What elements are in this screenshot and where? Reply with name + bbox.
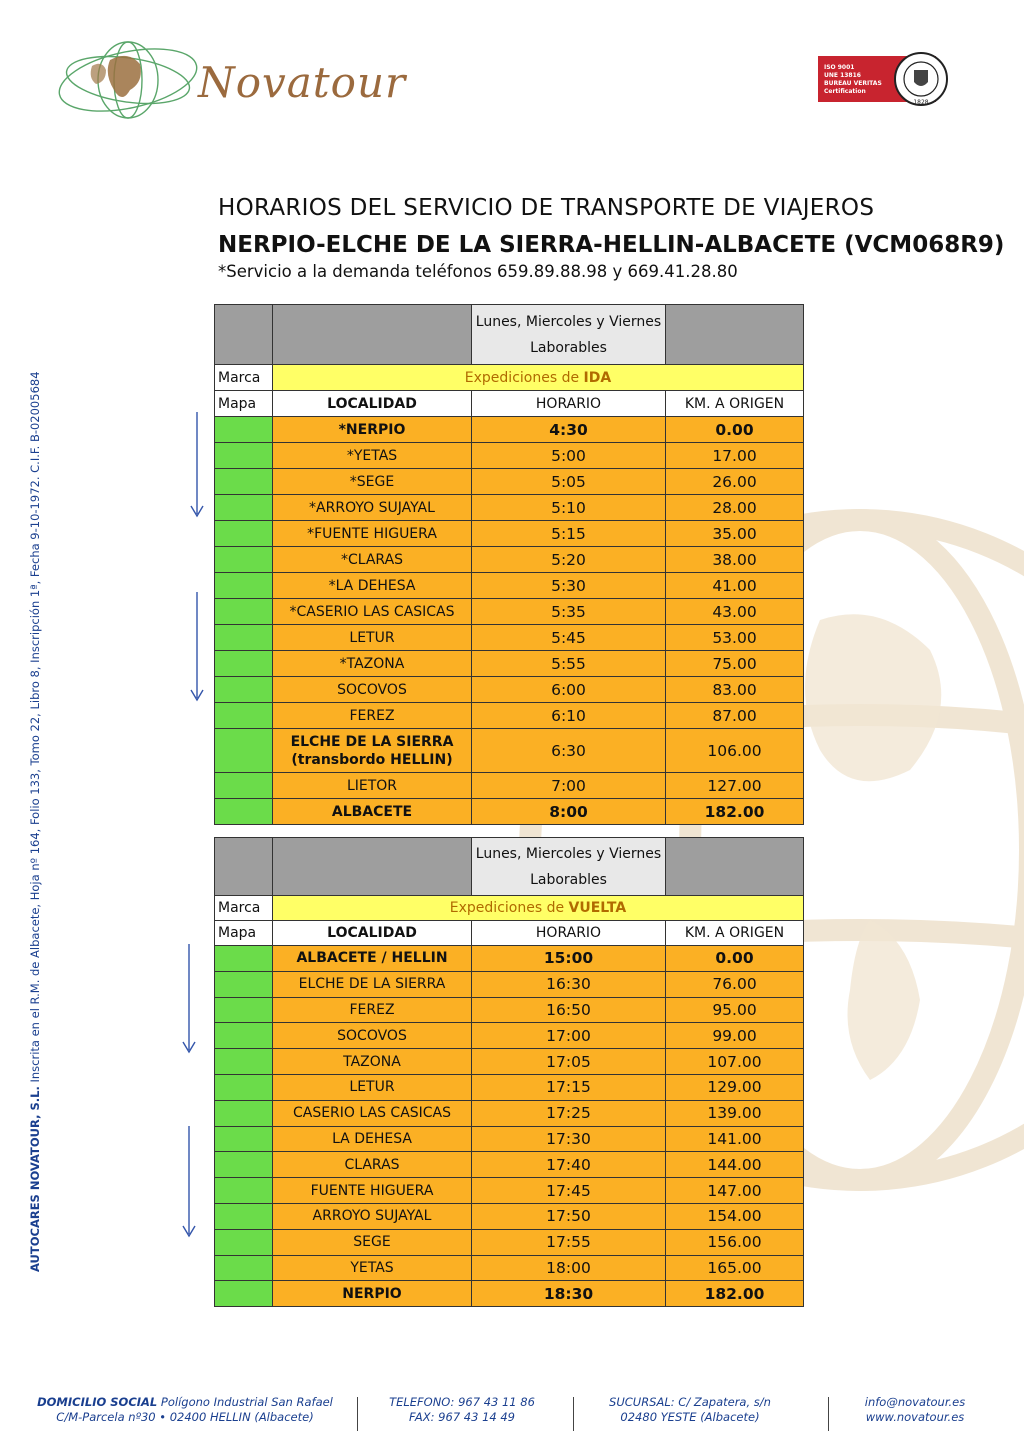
stop-name: *TAZONA (273, 651, 472, 677)
stop-km: 182.00 (666, 799, 804, 825)
table-row (215, 1152, 804, 1178)
table-row (215, 495, 804, 521)
stop-time: 17:00 (472, 1023, 666, 1049)
stop-km: 106.00 (666, 729, 804, 773)
stop-name: LETUR (273, 1074, 472, 1100)
map-marker-cell (215, 799, 273, 825)
route-title: NERPIO-ELCHE DE LA SIERRA-HELLIN-ALBACETE (VCM068R9) (218, 232, 1005, 258)
on-demand-note: *Servicio a la demanda teléfonos 659.89.88.98 y 669.41.28.80 (218, 262, 738, 281)
footer-branch: SUCURSAL: C/ Zapatera, s/n 02480 YESTE (Albacete) (609, 1395, 771, 1424)
stop-name: *LA DEHESA (273, 573, 472, 599)
down-arrow-icon (180, 944, 198, 1054)
map-marker-cell (215, 1281, 273, 1307)
map-marker-cell (215, 417, 273, 443)
stop-time: 15:00 (472, 946, 666, 972)
map-marker-cell (215, 1178, 273, 1204)
stop-time: 17:25 (472, 1100, 666, 1126)
down-arrow-icon (180, 1126, 198, 1238)
bureau-veritas-seal-icon (890, 50, 952, 108)
table-row (215, 1229, 804, 1255)
stop-km: 0.00 (666, 946, 804, 972)
header-grey-cell (666, 305, 804, 365)
map-marker-cell (215, 729, 273, 773)
stop-name: CLARAS (273, 1152, 472, 1178)
stop-time: 5:30 (472, 573, 666, 599)
table-row (215, 1100, 804, 1126)
page-title: HORARIOS DEL SERVICIO DE TRANSPORTE DE VIAJEROS (218, 195, 875, 221)
col-header-km: KM. A ORIGEN (666, 391, 804, 417)
stop-time: 5:20 (472, 547, 666, 573)
stop-km: 139.00 (666, 1100, 804, 1126)
stop-name: *FUENTE HIGUERA (273, 521, 472, 547)
header-grey-cell (273, 305, 472, 365)
stop-km: 38.00 (666, 547, 804, 573)
stop-km: 53.00 (666, 625, 804, 651)
map-marker-cell (215, 1152, 273, 1178)
vuelta-schedule-table (214, 837, 804, 1307)
map-marker-cell (215, 443, 273, 469)
stop-time: 17:30 (472, 1126, 666, 1152)
table-row (215, 1023, 804, 1049)
map-marker-cell (215, 997, 273, 1023)
mapa-label: Mapa (215, 921, 273, 946)
svg-text:1828: 1828 (913, 99, 929, 106)
stop-km: 28.00 (666, 495, 804, 521)
map-marker-cell (215, 547, 273, 573)
map-marker-cell (215, 495, 273, 521)
corner-cell (215, 305, 273, 365)
map-marker-cell (215, 946, 273, 972)
stop-time: 5:05 (472, 469, 666, 495)
col-header-localidad: LOCALIDAD (273, 921, 472, 946)
stop-km: 182.00 (666, 1281, 804, 1307)
stop-time: 17:45 (472, 1178, 666, 1204)
map-marker-cell (215, 1074, 273, 1100)
down-arrow-icon (188, 592, 206, 702)
stop-time: 5:00 (472, 443, 666, 469)
stop-km: 127.00 (666, 773, 804, 799)
col-header-localidad: LOCALIDAD (273, 391, 472, 417)
table-row (215, 1178, 804, 1204)
stop-name: CASERIO LAS CASICAS (273, 1100, 472, 1126)
stop-time: 17:50 (472, 1203, 666, 1229)
expeditions-label: Expediciones de IDA (273, 365, 804, 391)
company-registry-text: AUTOCARES NOVATOUR, S.L. Inscrita en el R.M. de Albacete, Hoja nº 164, Folio 133, Tomo 22, Libro 8, Inscripción 1ª, Fecha 9-10-1972. C.I.F. B-02005684 (28, 371, 42, 1272)
stop-km: 87.00 (666, 703, 804, 729)
table-row (215, 773, 804, 799)
table-row (215, 677, 804, 703)
table-row (215, 443, 804, 469)
stop-time: 17:55 (472, 1229, 666, 1255)
stop-name: LA DEHESA (273, 1126, 472, 1152)
stop-km: 141.00 (666, 1126, 804, 1152)
stop-time: 8:00 (472, 799, 666, 825)
footer-divider (828, 1397, 829, 1431)
stop-name: *YETAS (273, 443, 472, 469)
mapa-label: Mapa (215, 391, 273, 417)
footer-website[interactable]: www.novatour.es (865, 1410, 965, 1424)
stop-name: *NERPIO (273, 417, 472, 443)
table-row (215, 1281, 804, 1307)
down-arrow-icon (188, 412, 206, 518)
stop-km: 107.00 (666, 1049, 804, 1075)
table-row (215, 573, 804, 599)
stop-time: 17:40 (472, 1152, 666, 1178)
stop-time: 5:10 (472, 495, 666, 521)
stop-time: 6:30 (472, 729, 666, 773)
col-header-horario: HORARIO (472, 391, 666, 417)
stop-name: YETAS (273, 1255, 472, 1281)
map-marker-cell (215, 773, 273, 799)
stop-name: ELCHE DE LA SIERRA (transbordo HELLIN) (273, 729, 472, 773)
table-row (215, 1074, 804, 1100)
days-header: Lunes, Miercoles y Viernes Laborables (472, 305, 666, 365)
map-marker-cell (215, 1023, 273, 1049)
stop-km: 165.00 (666, 1255, 804, 1281)
map-marker-cell (215, 469, 273, 495)
table-row (215, 729, 804, 773)
stop-time: 5:15 (472, 521, 666, 547)
stop-km: 0.00 (666, 417, 804, 443)
header-grey-cell (273, 838, 472, 896)
footer (0, 1395, 1024, 1447)
bureau-veritas-badge (818, 50, 953, 106)
ida-schedule-table (214, 304, 804, 825)
stop-time: 18:30 (472, 1281, 666, 1307)
stop-name: SOCOVOS (273, 677, 472, 703)
stop-time: 16:50 (472, 997, 666, 1023)
stop-name: LETUR (273, 625, 472, 651)
map-marker-cell (215, 703, 273, 729)
stop-name: *CLARAS (273, 547, 472, 573)
footer-email[interactable]: info@novatour.es (864, 1395, 966, 1409)
stop-time: 6:10 (472, 703, 666, 729)
table-row (215, 997, 804, 1023)
footer-address: DOMICILIO SOCIAL Polígono Industrial San Rafael C/M-Parcela nº30 • 02400 HELLIN (Albacete) (37, 1395, 333, 1424)
stop-name: *SEGE (273, 469, 472, 495)
marca-label: Marca (215, 365, 273, 391)
stop-km: 35.00 (666, 521, 804, 547)
stop-name: ELCHE DE LA SIERRA (273, 971, 472, 997)
table-row (215, 946, 804, 972)
table-row (215, 417, 804, 443)
stop-km: 75.00 (666, 651, 804, 677)
stop-name: FEREZ (273, 703, 472, 729)
footer-divider (357, 1397, 358, 1431)
table-row (215, 1049, 804, 1075)
stop-name: NERPIO (273, 1281, 472, 1307)
stop-km: 154.00 (666, 1203, 804, 1229)
map-marker-cell (215, 599, 273, 625)
stop-km: 76.00 (666, 971, 804, 997)
stop-name: SEGE (273, 1229, 472, 1255)
stop-km: 26.00 (666, 469, 804, 495)
stop-km: 99.00 (666, 1023, 804, 1049)
stop-name: *CASERIO LAS CASICAS (273, 599, 472, 625)
stop-km: 147.00 (666, 1178, 804, 1204)
stop-name: SOCOVOS (273, 1023, 472, 1049)
stop-km: 156.00 (666, 1229, 804, 1255)
stop-time: 7:00 (472, 773, 666, 799)
col-header-horario: HORARIO (472, 921, 666, 946)
stop-time: 5:55 (472, 651, 666, 677)
table-row (215, 599, 804, 625)
table-row (215, 1203, 804, 1229)
map-marker-cell (215, 573, 273, 599)
stop-km: 43.00 (666, 599, 804, 625)
table-row (215, 971, 804, 997)
table-row (215, 469, 804, 495)
stop-name: ALBACETE / HELLIN (273, 946, 472, 972)
header-grey-cell (666, 838, 804, 896)
stop-km: 17.00 (666, 443, 804, 469)
stop-name: *ARROYO SUJAYAL (273, 495, 472, 521)
map-marker-cell (215, 1100, 273, 1126)
table-row (215, 703, 804, 729)
col-header-km: KM. A ORIGEN (666, 921, 804, 946)
stop-time: 6:00 (472, 677, 666, 703)
stop-time: 18:00 (472, 1255, 666, 1281)
stop-km: 129.00 (666, 1074, 804, 1100)
stop-name: LIETOR (273, 773, 472, 799)
stop-name: ALBACETE (273, 799, 472, 825)
stop-name: ARROYO SUJAYAL (273, 1203, 472, 1229)
stop-name: TAZONA (273, 1049, 472, 1075)
stop-time: 17:05 (472, 1049, 666, 1075)
days-header: Lunes, Miercoles y Viernes Laborables (472, 838, 666, 896)
table-row (215, 651, 804, 677)
stop-time: 4:30 (472, 417, 666, 443)
stop-time: 5:35 (472, 599, 666, 625)
map-marker-cell (215, 651, 273, 677)
cert-text: ISO 9001 UNE 13816 BUREAU VERITAS Certification (824, 64, 882, 95)
table-row (215, 1255, 804, 1281)
stop-name: FUENTE HIGUERA (273, 1178, 472, 1204)
map-marker-cell (215, 1126, 273, 1152)
stop-name: FEREZ (273, 997, 472, 1023)
map-marker-cell (215, 971, 273, 997)
corner-cell (215, 838, 273, 896)
map-marker-cell (215, 1229, 273, 1255)
stop-time: 5:45 (472, 625, 666, 651)
stop-time: 17:15 (472, 1074, 666, 1100)
map-marker-cell (215, 1049, 273, 1075)
footer-divider (573, 1397, 574, 1431)
map-marker-cell (215, 625, 273, 651)
table-row (215, 625, 804, 651)
map-marker-cell (215, 677, 273, 703)
logo-text: Novatour (198, 58, 407, 107)
table-row (215, 1126, 804, 1152)
map-marker-cell (215, 521, 273, 547)
footer-contact[interactable] (840, 1395, 990, 1425)
stop-time: 16:30 (472, 971, 666, 997)
map-marker-cell (215, 1203, 273, 1229)
table-row (215, 547, 804, 573)
table-row (215, 521, 804, 547)
marca-label: Marca (215, 896, 273, 921)
stop-km: 144.00 (666, 1152, 804, 1178)
map-marker-cell (215, 1255, 273, 1281)
table-row (215, 799, 804, 825)
stop-km: 95.00 (666, 997, 804, 1023)
expeditions-label: Expediciones de VUELTA (273, 896, 804, 921)
footer-phone: TELEFONO: 967 43 11 86 FAX: 967 43 14 49 (389, 1395, 535, 1424)
stop-km: 41.00 (666, 573, 804, 599)
stop-km: 83.00 (666, 677, 804, 703)
